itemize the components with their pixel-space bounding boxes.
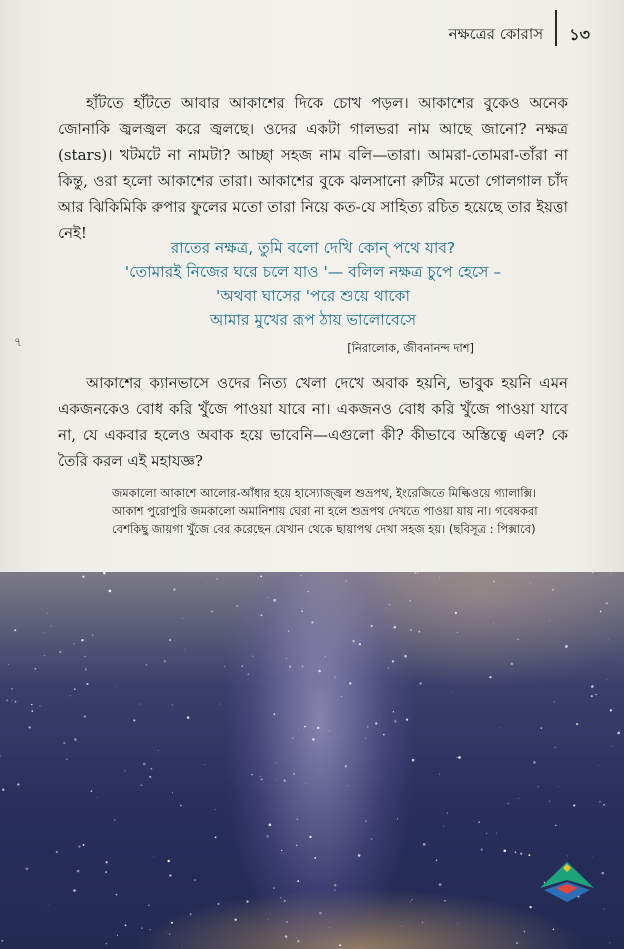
star: [452, 692, 453, 693]
star: [74, 688, 76, 690]
star: [6, 699, 8, 701]
star: [507, 803, 509, 805]
star: [172, 704, 173, 705]
star: [289, 666, 291, 668]
star: [397, 818, 398, 819]
star: [371, 625, 373, 627]
star: [273, 887, 275, 889]
star: [283, 779, 286, 782]
star: [314, 857, 316, 859]
star: [591, 695, 593, 697]
image-caption: জমকালো আকাশে আলোর-আঁধার হয়ে হাস্যোজ্জ্বল শুভ্রপথ, ইংরেজিতে মিল্কিওয়ে গ্যালাক্সি। আকাশ পুরোপুরি জমকালো অমানিশায় ঘেরা না হলে শুভ্রপথ দেখতে পাওয়া যায় না। গবেষকরা বেশকিছু জায়গা খুঁজে বের করেছেন যেখান থেকে ছায়াপথ দেখা সহজ হয়। (ছবিসূত্র : পিক্সাবে): [112, 486, 538, 536]
star: [273, 599, 276, 602]
star: [554, 747, 555, 748]
star: [503, 849, 506, 852]
star: [31, 710, 33, 712]
star: [610, 709, 612, 711]
star: [82, 576, 84, 578]
star: [105, 871, 107, 873]
star: [352, 640, 354, 642]
star: [517, 639, 518, 640]
star: [288, 630, 290, 632]
star: [528, 854, 530, 856]
star: [97, 797, 98, 798]
star: [458, 923, 459, 924]
star: [246, 901, 248, 903]
star: [404, 655, 407, 658]
star: [139, 703, 140, 704]
star: [347, 785, 348, 786]
star: [394, 720, 396, 722]
star: [478, 821, 480, 823]
star: [286, 921, 288, 923]
star: [617, 732, 620, 735]
star: [268, 919, 269, 920]
star: [612, 746, 613, 747]
star: [70, 695, 71, 696]
star: [533, 761, 535, 763]
star: [84, 656, 86, 658]
star: [306, 783, 307, 784]
star: [457, 632, 458, 633]
star: [215, 809, 216, 810]
star: [12, 700, 13, 701]
star: [606, 679, 607, 680]
star: [455, 612, 457, 614]
star: [14, 629, 16, 631]
star: [35, 668, 37, 670]
star: [269, 823, 272, 826]
star: [409, 600, 411, 602]
star: [436, 859, 438, 861]
poem-line: রাতের নক্ষত্র, তুমি বলো দেখি কোন্ পথে যাব?: [170, 239, 456, 257]
star: [266, 835, 268, 837]
star: [456, 757, 457, 758]
star: [601, 872, 604, 875]
star: [541, 727, 542, 728]
star: [224, 666, 225, 667]
star: [419, 682, 421, 684]
star: [0, 755, 1, 757]
star: [59, 651, 61, 653]
star: [292, 737, 293, 738]
star: [17, 783, 19, 785]
star: [606, 602, 608, 604]
star: [187, 716, 190, 719]
star: [439, 883, 442, 886]
star: [273, 713, 275, 715]
star: [66, 758, 68, 760]
star: [410, 629, 412, 631]
star: [458, 756, 461, 759]
star: [194, 879, 196, 881]
star: [51, 626, 52, 627]
star: [284, 900, 286, 902]
star: [300, 575, 301, 576]
star: [592, 572, 593, 573]
star: [158, 750, 159, 751]
star: [297, 818, 299, 820]
star: [603, 804, 605, 806]
star: [311, 621, 314, 624]
star: [302, 666, 303, 667]
star: [388, 667, 390, 669]
star: [530, 906, 532, 908]
margin-mark: ৭: [14, 335, 22, 349]
milky-way-photo: [0, 572, 624, 949]
star: [591, 685, 594, 688]
star: [518, 798, 519, 799]
star: [609, 942, 610, 943]
star: [109, 590, 112, 593]
star: [133, 719, 135, 721]
star: [29, 726, 31, 728]
star: [439, 577, 440, 578]
star: [247, 673, 249, 675]
star: [573, 804, 575, 806]
star: [276, 763, 277, 764]
star: [309, 836, 311, 838]
star: [312, 738, 315, 741]
paragraph-2: আকাশের ক্যানভাসে ওদের নিত্য খেলা দেখে অবাক হয়নি, ভাবুক হয়নি এমন একজনকেও বোধ করি খুঁজে পাওয়া যাবে না। একজনও বোধ করি খুঁজে পাওয়া যাবে না, যে একবার হলেও অবাক হয়ে ভাবেনি—এগুলো কী? কীভাবে অস্তিত্বে এল? কে তৈরি করল এই মহাযজ্ঞ?: [58, 374, 568, 470]
star: [78, 845, 80, 847]
star: [85, 668, 87, 670]
star: [553, 929, 554, 930]
star: [325, 656, 326, 657]
star: [345, 765, 347, 767]
star: [510, 662, 513, 665]
star: [334, 890, 335, 891]
star: [394, 626, 397, 629]
star: [8, 664, 9, 665]
poem-line: আমার মুখের রূপ ঠায় ভালোবেসে: [209, 311, 417, 329]
star: [47, 613, 48, 614]
star: [558, 786, 559, 787]
star: [106, 943, 108, 945]
star: [182, 618, 183, 619]
page-number: ১৩: [569, 24, 590, 44]
star: [116, 894, 118, 896]
star: [180, 805, 182, 807]
star: [268, 597, 269, 598]
star: [146, 664, 147, 665]
star: [280, 897, 282, 899]
star: [524, 931, 525, 932]
star: [386, 609, 387, 610]
star: [44, 633, 45, 634]
star: [500, 727, 501, 728]
star: [386, 625, 387, 626]
star: [84, 715, 86, 717]
star: [31, 704, 32, 705]
star: [184, 649, 185, 650]
star: [86, 683, 88, 685]
star: [169, 933, 171, 935]
star: [422, 922, 423, 923]
star: [297, 880, 299, 882]
star: [114, 819, 115, 820]
star: [304, 726, 306, 728]
star: [169, 639, 171, 641]
star: [105, 861, 107, 863]
star: [308, 591, 309, 592]
star: [73, 889, 75, 891]
star: [567, 856, 568, 857]
star: [318, 670, 321, 673]
star: [408, 575, 409, 576]
star: [204, 764, 205, 765]
poem-line: 'তোমারই নিজের ঘরে চলে যাও '— বলিল নক্ষত্র চুপে হেসে –: [124, 263, 502, 281]
star: [608, 639, 609, 640]
star: [552, 589, 554, 591]
star: [412, 759, 415, 762]
star: [576, 723, 578, 725]
star: [217, 903, 219, 905]
star: [383, 734, 385, 736]
star: [537, 786, 538, 787]
star: [423, 843, 426, 846]
star: [341, 696, 342, 697]
star: [549, 801, 550, 802]
star: [418, 631, 420, 633]
star: [610, 573, 611, 574]
star: [242, 665, 243, 666]
poem-line: 'অথবা ঘাসের 'পরে শুয়ে থাকো: [216, 287, 410, 305]
star: [92, 635, 93, 636]
star: [143, 763, 146, 766]
star: [167, 860, 169, 862]
star: [365, 738, 366, 739]
star: [447, 812, 448, 813]
star: [380, 717, 381, 718]
star: [365, 820, 367, 822]
star: [520, 853, 522, 855]
star: [248, 679, 249, 680]
star: [154, 856, 155, 857]
star: [116, 686, 117, 687]
star: [91, 790, 93, 792]
star: [164, 660, 166, 662]
star: [298, 728, 299, 729]
star: [414, 572, 416, 574]
star: [154, 754, 155, 755]
star: [252, 655, 253, 656]
star: [260, 575, 262, 577]
paragraph-1: হাঁটতে হাঁটতে আবার আকাশের দিকে চোখ পড়ল। আকাশের বুকেও অনেক জোনাকি জ্বলজ্বল করে জ্বলছে। ওদের একটা গালভরা নাম আছে জানো? নক্ষত্র (stars)। খটমটে না নামটা? আচ্ছা সহজ নাম বলি—তারা। আমরা-তোমরা-তাঁরা না কিন্তু, ওরা হলো আকাশের তারা। আকাশের বুকে ঝলসানো রুটির মতো গোলগাল চাঁদ আর ঝিকিমিকি রুপার ফুলের মতো তারা নিয়ে কত-যে সাহিত্য রচিত হয়েছে তার ইয়ত্তা নেই!: [58, 94, 568, 242]
star: [140, 784, 142, 786]
star: [293, 773, 295, 775]
star: [14, 701, 16, 703]
star: [417, 573, 418, 574]
star: [296, 845, 297, 846]
star: [166, 932, 167, 933]
star: [1, 940, 3, 942]
star: [276, 779, 277, 780]
star: [11, 688, 13, 690]
star: [555, 825, 556, 826]
star: [334, 884, 336, 886]
star: [150, 929, 151, 930]
star: [172, 792, 173, 793]
star: [211, 610, 213, 612]
star: [406, 718, 408, 720]
star: [359, 643, 361, 645]
poem-quote: [58, 236, 568, 332]
star: [261, 614, 263, 616]
star: [169, 874, 171, 876]
star: [439, 774, 440, 775]
header-divider: [555, 10, 557, 46]
star: [530, 583, 531, 584]
star: [44, 655, 45, 656]
star: [236, 605, 238, 607]
star: [604, 908, 605, 909]
star: [595, 694, 597, 696]
star: [48, 904, 49, 905]
star: [329, 927, 330, 928]
star: [26, 868, 29, 871]
star: [217, 578, 218, 579]
star: [367, 726, 368, 727]
star: [389, 604, 390, 605]
star: [206, 582, 207, 583]
star: [219, 704, 220, 705]
star: [371, 838, 373, 840]
star: [235, 919, 237, 921]
star: [358, 854, 361, 857]
star: [516, 942, 518, 944]
star: [124, 770, 125, 771]
star: [56, 851, 58, 853]
star: [125, 924, 127, 926]
publisher-logo-icon: [536, 858, 598, 906]
running-header: [449, 22, 590, 48]
star: [493, 623, 494, 624]
star: [286, 658, 287, 659]
star: [2, 789, 4, 791]
star: [103, 572, 105, 574]
poem-source: [নিরালোক, জীবনানন্দ দাশ]: [347, 341, 474, 355]
star: [215, 836, 217, 838]
star: [317, 727, 319, 729]
star: [375, 722, 377, 724]
star: [39, 706, 40, 707]
star: [77, 870, 80, 873]
star: [74, 738, 77, 741]
star: [73, 643, 74, 644]
star: [297, 940, 300, 943]
star: [444, 900, 445, 901]
star: [349, 682, 351, 684]
star: [481, 849, 483, 851]
chapter-title: নক্ষত্রের কোরাস: [448, 24, 544, 43]
star: [334, 677, 335, 678]
star: [141, 928, 142, 929]
star: [392, 660, 394, 662]
star: [515, 851, 517, 853]
star: [549, 620, 550, 621]
star: [117, 935, 118, 936]
star: [171, 922, 173, 924]
star: [105, 586, 106, 587]
star: [411, 899, 412, 900]
star: [149, 776, 151, 778]
star: [285, 935, 288, 938]
star: [83, 844, 85, 846]
star: [260, 776, 261, 777]
star: [443, 826, 444, 827]
star: [281, 850, 282, 851]
star: [339, 944, 341, 946]
star-field: [0, 572, 624, 949]
star: [319, 912, 322, 915]
star: [489, 676, 491, 678]
star: [554, 701, 555, 702]
star: [63, 742, 65, 744]
star: [486, 833, 487, 834]
star: [493, 580, 495, 582]
star: [345, 580, 346, 581]
star: [251, 774, 252, 775]
star: [190, 913, 192, 915]
star: [598, 766, 599, 767]
star: [301, 610, 303, 612]
star: [410, 901, 411, 902]
star: [401, 926, 402, 927]
star: [148, 904, 150, 906]
star: [599, 801, 600, 802]
star: [329, 730, 330, 731]
star: [81, 639, 83, 641]
star: [600, 611, 602, 613]
star: [393, 711, 394, 712]
star: [261, 778, 263, 780]
star: [565, 645, 568, 648]
star: [496, 833, 497, 834]
star: [173, 588, 175, 590]
star: [150, 768, 152, 770]
